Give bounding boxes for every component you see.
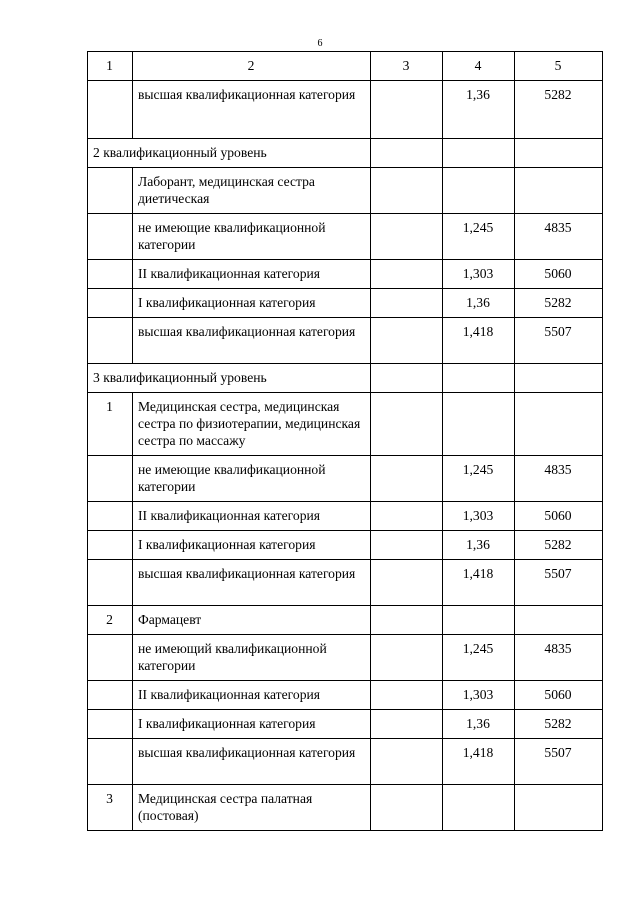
row-number-cell: 2 xyxy=(88,606,133,635)
position-name-cell: Медицинская сестра палатная (постовая) xyxy=(133,785,371,831)
coefficient-cell: 1,36 xyxy=(443,531,515,560)
row-number-cell xyxy=(88,260,133,289)
row-number-cell: 3 xyxy=(88,785,133,831)
row-number-cell xyxy=(88,560,133,606)
table-row xyxy=(88,710,603,739)
salary-cell: 4835 xyxy=(515,214,603,260)
salary-cell: 4835 xyxy=(515,456,603,502)
coefficient-cell xyxy=(443,785,515,831)
coefficient-cell: 1,36 xyxy=(443,710,515,739)
header-cell-col5: 5 xyxy=(515,52,603,81)
coefficient-cell: 1,303 xyxy=(443,502,515,531)
salary-cell xyxy=(515,606,603,635)
position-name-cell: I квалификационная категория xyxy=(133,710,371,739)
table-header-row xyxy=(88,52,603,81)
col3-cell xyxy=(371,289,443,318)
section-title-cell: 2 квалификационный уровень xyxy=(88,139,371,168)
salary-cell: 5507 xyxy=(515,739,603,785)
coefficient-cell: 1,245 xyxy=(443,456,515,502)
salary-cell: 5060 xyxy=(515,502,603,531)
coefficient-cell: 1,245 xyxy=(443,214,515,260)
row-number-cell xyxy=(88,456,133,502)
col3-cell xyxy=(371,168,443,214)
coefficient-cell xyxy=(443,364,515,393)
col3-cell xyxy=(371,531,443,560)
row-number-cell xyxy=(88,289,133,318)
col3-cell xyxy=(371,214,443,260)
position-name-cell: I квалификационная категория xyxy=(133,289,371,318)
table-row xyxy=(88,318,603,364)
col3-cell xyxy=(371,739,443,785)
section-title-cell: 3 квалификационный уровень xyxy=(88,364,371,393)
col3-cell xyxy=(371,139,443,168)
row-number-cell xyxy=(88,739,133,785)
salary-cell xyxy=(515,364,603,393)
salary-cell xyxy=(515,139,603,168)
table-row xyxy=(88,531,603,560)
position-name-cell: II квалификационная категория xyxy=(133,260,371,289)
coefficient-cell: 1,36 xyxy=(443,289,515,318)
row-number-cell xyxy=(88,502,133,531)
position-name-cell: не имеющие квалификационной категории xyxy=(133,214,371,260)
col3-cell xyxy=(371,364,443,393)
position-name-cell: I квалификационная категория xyxy=(133,531,371,560)
coefficient-cell xyxy=(443,168,515,214)
header-cell-col3: 3 xyxy=(371,52,443,81)
col3-cell xyxy=(371,681,443,710)
row-number-cell xyxy=(88,214,133,260)
table-row xyxy=(88,681,603,710)
position-name-cell: высшая квалификационная категория xyxy=(133,560,371,606)
col3-cell xyxy=(371,785,443,831)
position-name-cell: высшая квалификационная категория xyxy=(133,739,371,785)
row-number-cell xyxy=(88,168,133,214)
coefficient-cell: 1,303 xyxy=(443,260,515,289)
salary-cell xyxy=(515,785,603,831)
coefficient-cell: 1,418 xyxy=(443,739,515,785)
row-number-cell xyxy=(88,635,133,681)
table-row xyxy=(88,560,603,606)
page-number: 6 xyxy=(317,38,323,49)
header-cell-col2: 2 xyxy=(133,52,371,81)
position-name-cell: Медицинская сестра, медицинская сестра по физиотерапии, медицинская сестра по массажу xyxy=(133,393,371,456)
col3-cell xyxy=(371,560,443,606)
salary-cell: 5060 xyxy=(515,681,603,710)
salary-cell xyxy=(515,168,603,214)
col3-cell xyxy=(371,81,443,139)
table-row xyxy=(88,393,603,456)
row-number-cell xyxy=(88,681,133,710)
salary-cell: 5060 xyxy=(515,260,603,289)
salary-cell: 5282 xyxy=(515,710,603,739)
coefficient-cell xyxy=(443,606,515,635)
position-name-cell: II квалификационная категория xyxy=(133,681,371,710)
table-row xyxy=(88,456,603,502)
position-name-cell: Лаборант, медицинская сестра диетическая xyxy=(133,168,371,214)
salary-cell: 5507 xyxy=(515,560,603,606)
table-row xyxy=(88,606,603,635)
position-name-cell: II квалификационная категория xyxy=(133,502,371,531)
table-row xyxy=(88,289,603,318)
table-row xyxy=(88,635,603,681)
table-row xyxy=(88,260,603,289)
position-name-cell: высшая квалификационная категория xyxy=(133,81,371,139)
table-section-row xyxy=(88,139,603,168)
position-name-cell: не имеющие квалификационной категории xyxy=(133,456,371,502)
table-row xyxy=(88,785,603,831)
coefficient-cell: 1,418 xyxy=(443,560,515,606)
position-name-cell: Фармацевт xyxy=(133,606,371,635)
col3-cell xyxy=(371,635,443,681)
salary-cell xyxy=(515,393,603,456)
coefficient-cell: 1,36 xyxy=(443,81,515,139)
table-row xyxy=(88,502,603,531)
salary-cell: 4835 xyxy=(515,635,603,681)
row-number-cell xyxy=(88,710,133,739)
header-cell-col1: 1 xyxy=(88,52,133,81)
position-name-cell: высшая квалификационная категория xyxy=(133,318,371,364)
table-row xyxy=(88,739,603,785)
table-row xyxy=(88,81,603,139)
col3-cell xyxy=(371,710,443,739)
table-section-row xyxy=(88,364,603,393)
salary-cell: 5282 xyxy=(515,81,603,139)
coefficient-cell: 1,418 xyxy=(443,318,515,364)
position-name-cell: не имеющий квалификационной категории xyxy=(133,635,371,681)
table-row xyxy=(88,214,603,260)
table-row xyxy=(88,168,603,214)
salary-coefficient-table xyxy=(87,51,603,831)
col3-cell xyxy=(371,606,443,635)
coefficient-cell: 1,303 xyxy=(443,681,515,710)
coefficient-cell xyxy=(443,139,515,168)
col3-cell xyxy=(371,456,443,502)
coefficient-cell: 1,245 xyxy=(443,635,515,681)
row-number-cell xyxy=(88,81,133,139)
row-number-cell xyxy=(88,531,133,560)
coefficient-cell xyxy=(443,393,515,456)
col3-cell xyxy=(371,502,443,531)
salary-cell: 5282 xyxy=(515,531,603,560)
row-number-cell: 1 xyxy=(88,393,133,456)
salary-cell: 5507 xyxy=(515,318,603,364)
col3-cell xyxy=(371,318,443,364)
col3-cell xyxy=(371,393,443,456)
row-number-cell xyxy=(88,318,133,364)
header-cell-col4: 4 xyxy=(443,52,515,81)
salary-cell: 5282 xyxy=(515,289,603,318)
col3-cell xyxy=(371,260,443,289)
